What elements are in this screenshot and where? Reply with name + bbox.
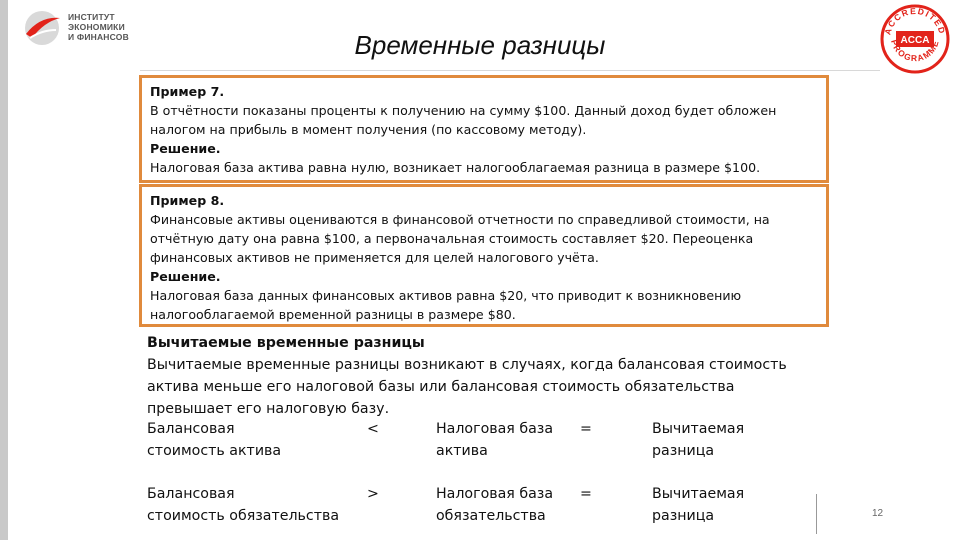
title-divider: [140, 70, 880, 71]
example-7-line-2: налогом на прибыль в момент получения (по кассовому методу).: [150, 122, 587, 137]
formula-liability-operator: >: [367, 486, 379, 502]
page-number: 12: [872, 508, 884, 519]
deductible-heading: Вычитаемые временные разницы: [147, 335, 425, 351]
formula-liability-left: [147, 483, 339, 527]
formula-liability-left-line-1: Балансовая: [147, 486, 235, 502]
example-8-line-3: финансовых активов не применяется для целей налогового учёта.: [150, 250, 599, 265]
logo-line-2: ЭКОНОМИКИ: [68, 22, 125, 32]
example-8-solution-label: Решение.: [150, 269, 221, 284]
example-7-line-1: В отчётности показаны проценты к получению на сумму $100. Данный доход будет обложен: [150, 103, 777, 118]
badge-center-text: ACCA: [900, 35, 930, 46]
formula-liability-right-line-1: Вычитаемая: [652, 486, 745, 502]
formula-asset-middle-line-1: Налоговая база: [436, 421, 554, 437]
example-7-solution-label: Решение.: [150, 141, 221, 156]
formula-liability-right-line-2: разница: [652, 508, 715, 524]
formula-asset-right-line-2: разница: [652, 443, 715, 459]
formula-asset-right: [652, 418, 744, 462]
example-7-heading: Пример 7.: [150, 84, 225, 99]
formula-liability-middle-line-2: обязательства: [436, 508, 546, 524]
example-8-solution-line-1: Налоговая база данных финансовых активов равна $20, что приводит к возникновению: [150, 288, 742, 303]
formula-asset-equals: =: [580, 421, 592, 437]
deductible-differences-section: [147, 332, 847, 420]
formula-liability-middle: [436, 483, 553, 527]
deductible-line-1: Вычитаемые временные разницы возникают в случаях, когда балансовая стоимость: [147, 357, 787, 373]
formula-liability-right: [652, 483, 744, 527]
formula-asset-left: [147, 418, 281, 462]
example-8-heading: Пример 8.: [150, 193, 225, 208]
formula-asset-left-line-1: Балансовая: [147, 421, 235, 437]
formula-asset-middle: [436, 418, 553, 462]
example-8-line-2: отчётную дату она равна $100, а первоначальная стоимость составляет $20. Переоценка: [150, 231, 754, 246]
deductible-line-2: актива меньше его налоговой базы или балансовая стоимость обязательства: [147, 379, 735, 395]
example-8-solution-line-2: налогооблагаемой временной разницы в размере $80.: [150, 307, 516, 322]
badge-top-text: ACCREDITED: [882, 5, 948, 36]
formula-liability-left-line-2: стоимость обязательства: [147, 508, 340, 524]
formula-asset-operator: <: [367, 421, 379, 437]
badge-bottom-text: PROGRAMME: [889, 38, 941, 64]
example-7-box: [139, 75, 829, 183]
slide-title: Временные разницы: [354, 30, 606, 60]
formula-asset-middle-line-2: актива: [436, 443, 488, 459]
example-8-line-1: Финансовые активы оцениваются в финансовой отчетности по справедливой стоимости, на: [150, 212, 770, 227]
example-7-solution: Налоговая база актива равна нулю, возникает налогооблагаемая разница в размере $100.: [150, 160, 761, 175]
logo-line-1: ИНСТИТУТ: [68, 12, 115, 22]
formula-liability-equals: =: [580, 486, 592, 502]
formula-liability-middle-line-1: Налоговая база: [436, 486, 554, 502]
example-8-box: [139, 184, 829, 327]
deductible-line-3: превышает его налоговую базу.: [147, 401, 390, 417]
left-edge-bar: [0, 0, 8, 540]
logo-line-3: И ФИНАНСОВ: [68, 32, 129, 42]
formula-asset-left-line-2: стоимость актива: [147, 443, 282, 459]
formula-asset-row: [147, 418, 787, 462]
footer-divider: [816, 494, 817, 534]
formula-liability-row: [147, 483, 787, 527]
formula-asset-right-line-1: Вычитаемая: [652, 421, 745, 437]
